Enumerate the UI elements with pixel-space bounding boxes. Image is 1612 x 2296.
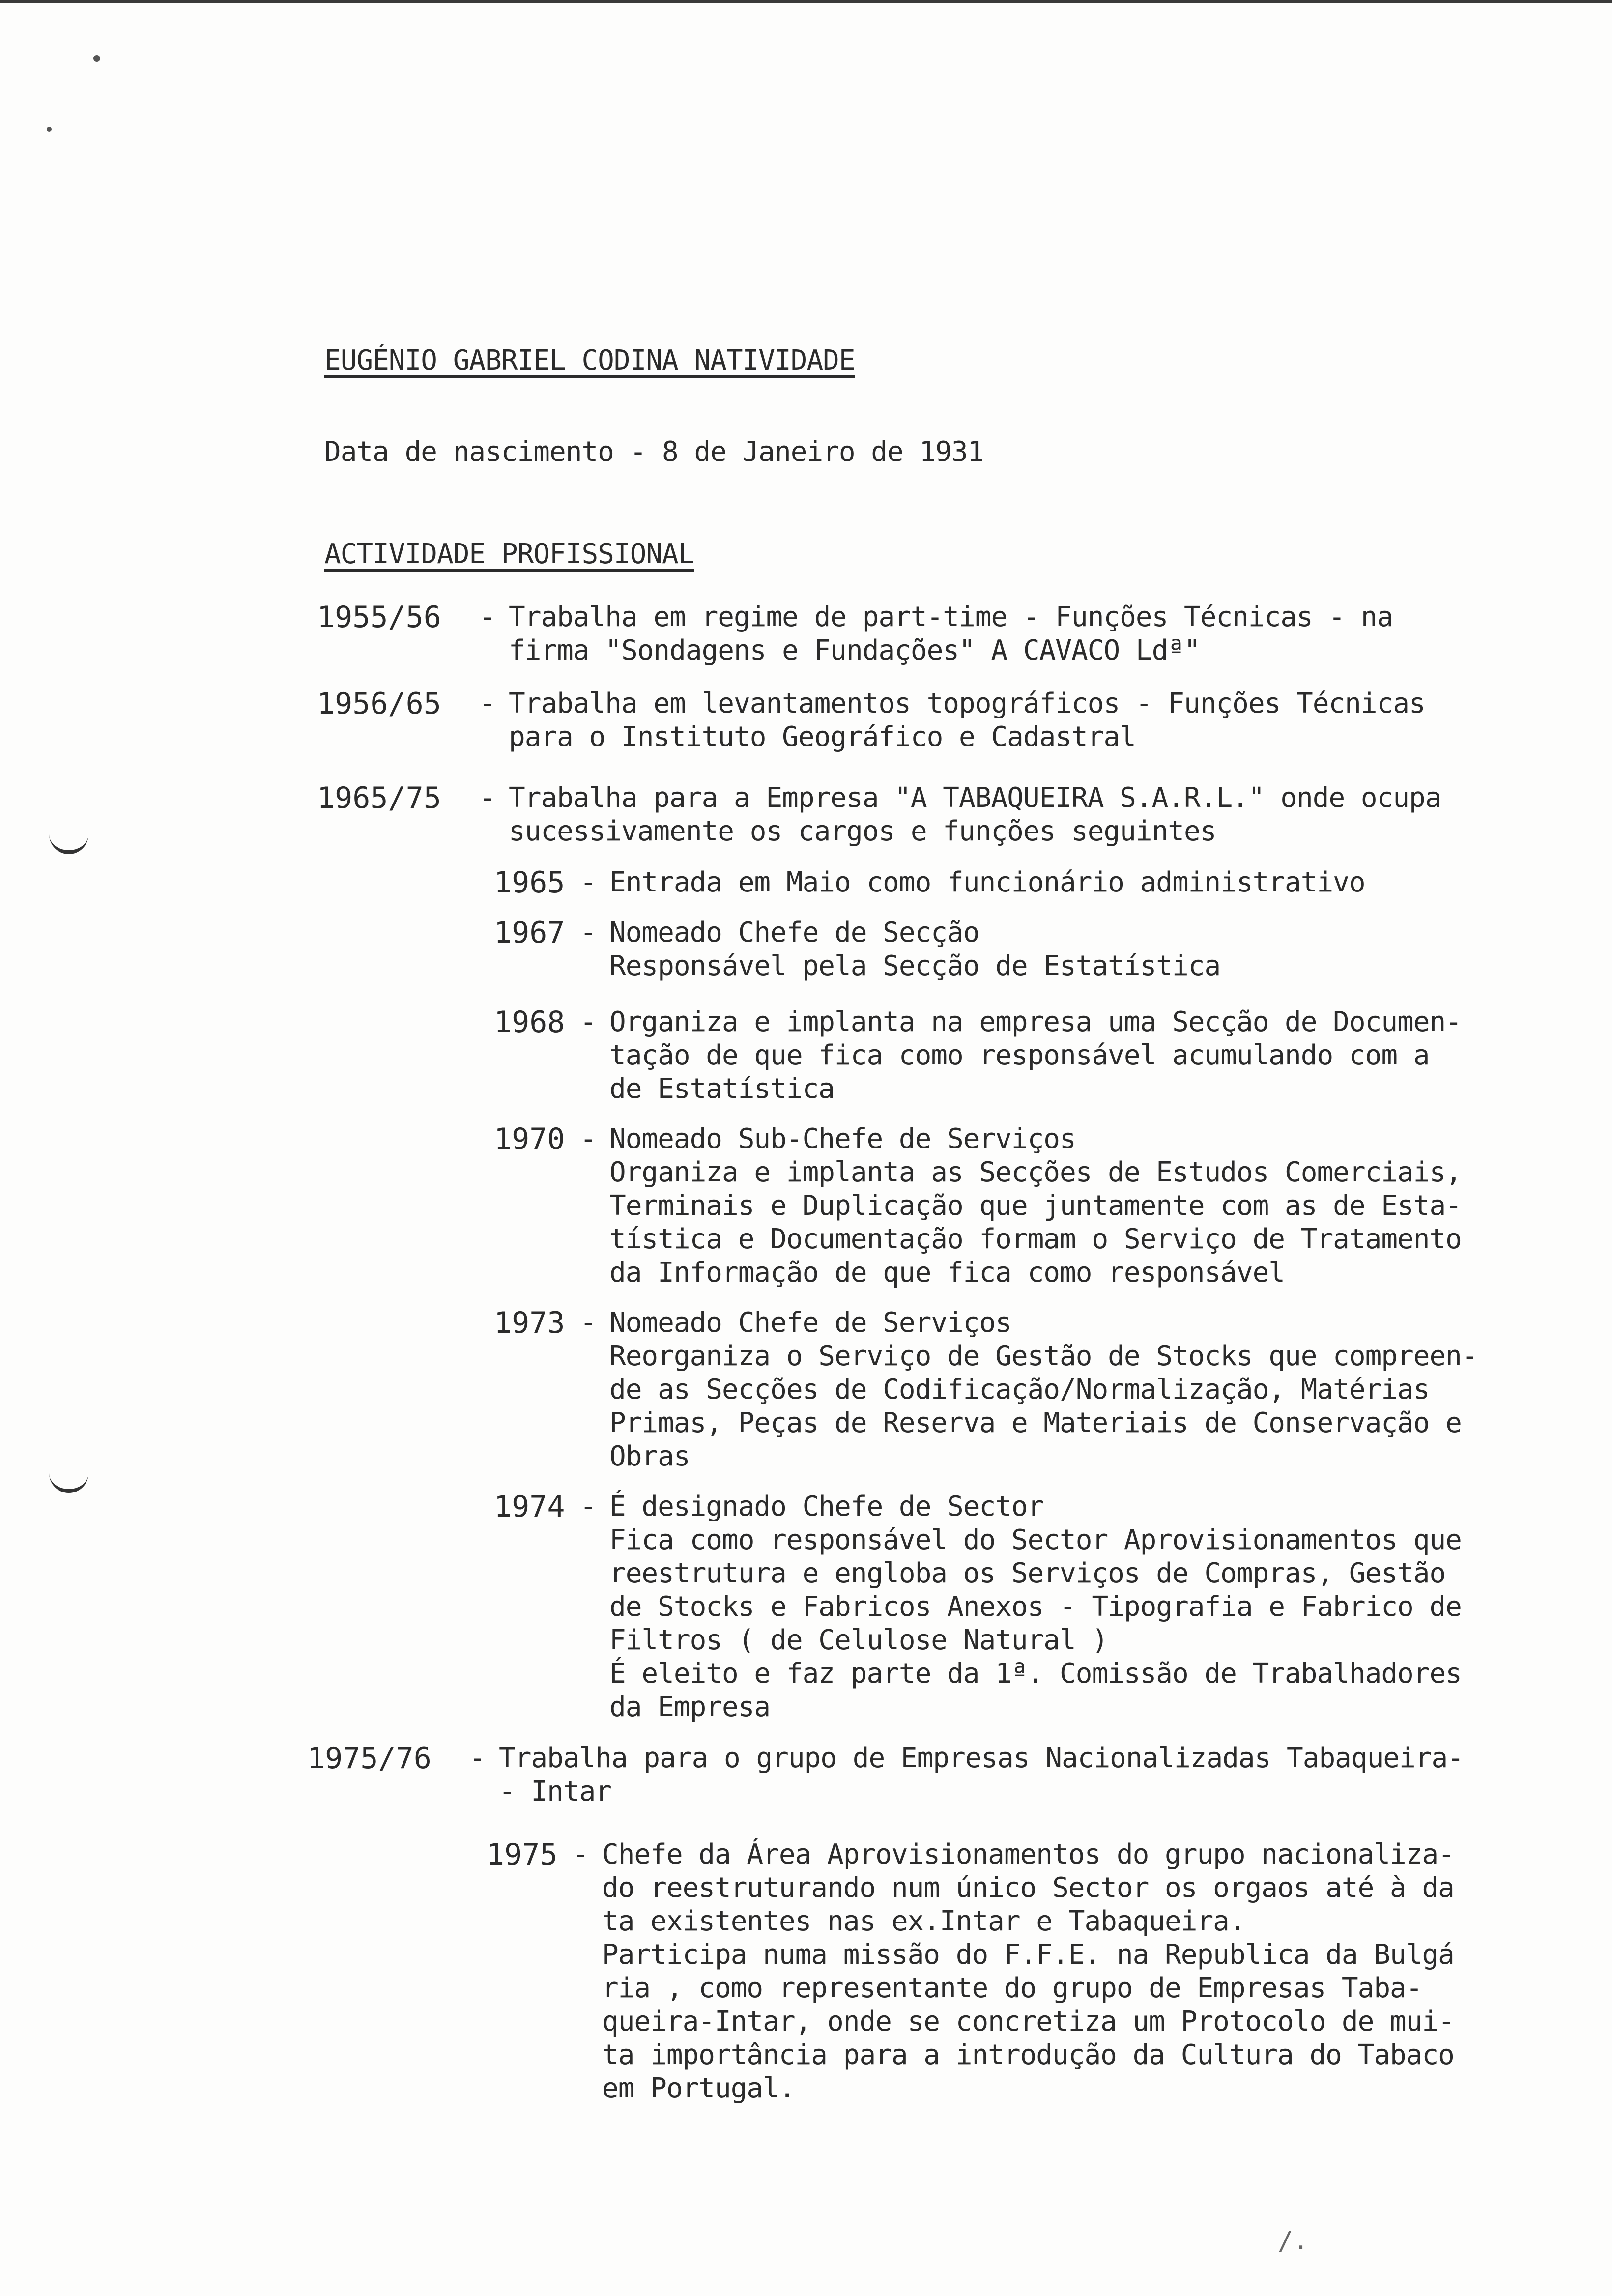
sub-entry-dash: -	[580, 1006, 597, 1038]
text-line: da Empresa	[609, 1691, 771, 1723]
text-line: Trabalha em levantamentos topográficos - Funções Técnicas	[509, 688, 1425, 719]
text-line: Reorganiza o Serviço de Gestão de Stocks que compreen-	[609, 1340, 1478, 1372]
period-description	[509, 601, 1533, 667]
text-line: reestrutura e engloba os Serviços de Compras, Gestão	[609, 1557, 1446, 1589]
continuation-mark: /.	[1278, 2226, 1309, 2256]
career-period	[317, 601, 1533, 667]
text-line: da Informação de que fica como responsável	[609, 1257, 1285, 1289]
sub-entry-year: 1974	[494, 1490, 565, 1524]
text-line: sucessivamente os cargos e funções seguintes	[509, 815, 1216, 847]
sub-entry-description	[609, 1005, 1462, 1106]
sub-entry-year: 1970	[494, 1122, 565, 1156]
career-period	[307, 1742, 1533, 1808]
period-years: 1975/76	[307, 1741, 432, 1776]
period-years: 1956/65	[317, 687, 441, 721]
sub-entry-dash: -	[580, 866, 597, 898]
text-line: ta existentes nas ex.Intar e Tabaqueira.	[602, 1905, 1245, 1937]
text-line: Terminais e Duplicação que juntamente com as de Esta-	[609, 1190, 1462, 1222]
sub-entry	[494, 916, 1533, 983]
text-line: tística e Documentação formam o Serviço de Tratamento	[609, 1223, 1462, 1255]
text-line: Organiza e implanta na empresa uma Secção de Documen-	[609, 1006, 1462, 1038]
sub-entry-description	[609, 1490, 1462, 1724]
resume-content	[307, 344, 1533, 2105]
text-line: É designado Chefe de Sector	[609, 1491, 1044, 1522]
text-line: Participa numa missão do F.F.E. na Republica da Bulgá	[602, 1939, 1454, 1971]
sub-entry-dash: -	[580, 1123, 597, 1155]
scan-speck	[47, 127, 52, 132]
sub-entry-description	[609, 1122, 1462, 1290]
sub-entry-description	[609, 866, 1365, 899]
birth-date: Data de nascimento - 8 de Janeiro de 1931	[324, 436, 984, 468]
text-line: Nomeado Sub-Chefe de Serviços	[609, 1123, 1076, 1155]
text-line: Trabalha para o grupo de Empresas Nacionalizadas Tabaqueira-	[499, 1742, 1464, 1774]
sub-entry	[494, 1005, 1533, 1106]
career-periods	[307, 600, 1533, 2105]
text-line: Primas, Peças de Reserva e Materiais de Conservação e	[609, 1407, 1462, 1439]
sub-entry-dash: -	[573, 1838, 589, 1870]
text-line: - Intar	[499, 1776, 612, 1808]
scan-speck	[93, 55, 100, 62]
sub-entry-year: 1967	[494, 916, 565, 950]
period-description	[499, 1742, 1533, 1808]
text-line: queira-Intar, onde se concretiza um Protocolo de mui-	[602, 2006, 1454, 2038]
text-line: do reestruturando num único Sector os orgaos até à da	[602, 1872, 1454, 1904]
sub-entry-dash: -	[580, 917, 597, 948]
text-line: Trabalha para a Empresa "A TABAQUEIRA S.A.R.L." onde ocupa	[509, 782, 1441, 814]
text-line: Trabalha em regime de part-time - Funções Técnicas - na	[509, 601, 1393, 633]
period-dash: -	[479, 782, 496, 814]
period-years: 1955/56	[317, 600, 441, 634]
period-dash: -	[479, 688, 496, 719]
period-description	[509, 687, 1533, 754]
sub-entry-year: 1968	[494, 1005, 565, 1039]
text-line: de Estatística	[609, 1073, 835, 1105]
punch-hole-mark	[49, 1469, 88, 1493]
text-line: ria , como representante do grupo de Empresas Taba-	[602, 1972, 1422, 2004]
sub-entry-year: 1975	[487, 1837, 558, 1872]
career-period	[317, 781, 1533, 848]
text-line: de Stocks e Fabricos Anexos - Tipografia e Fabrico de	[609, 1591, 1462, 1623]
text-line: ta importância para a introdução da Cultura do Tabaco	[602, 2039, 1454, 2071]
text-line: Obras	[609, 1440, 690, 1472]
sub-entry-year: 1973	[494, 1306, 565, 1340]
text-line: Chefe da Área Aprovisionamentos do grupo nacionaliza-	[602, 1838, 1454, 1870]
section-title: ACTIVIDADE PROFISSIONAL	[324, 538, 694, 570]
sub-entry	[494, 866, 1533, 899]
period-dash: -	[469, 1742, 486, 1774]
text-line: Nomeado Chefe de Serviços	[609, 1307, 1011, 1339]
career-period	[317, 687, 1533, 754]
sub-entry-year: 1965	[494, 865, 565, 900]
text-line: Responsável pela Secção de Estatística	[609, 950, 1221, 982]
text-line: de as Secções de Codificação/Normalização, Matérias	[609, 1374, 1430, 1406]
sub-entry	[487, 1838, 1533, 2105]
text-line: É eleito e faz parte da 1ª. Comissão de Trabalhadores	[609, 1658, 1462, 1690]
text-line: Organiza e implanta as Secções de Estudos Comerciais,	[609, 1156, 1462, 1188]
period-dash: -	[479, 601, 496, 633]
sub-entry-description	[609, 1306, 1478, 1473]
person-name: EUGÉNIO GABRIEL CODINA NATIVIDADE	[324, 344, 855, 376]
text-line: para o Instituto Geográfico e Cadastral	[509, 721, 1136, 753]
period-description	[509, 781, 1533, 848]
text-line: tação de que fica como responsável acumulando com a	[609, 1039, 1430, 1071]
period-years: 1965/75	[317, 781, 441, 815]
text-line: Filtros ( de Celulose Natural )	[609, 1624, 1108, 1656]
sub-entry	[494, 1490, 1533, 1724]
top-border-line	[0, 0, 1612, 3]
punch-hole-mark	[49, 831, 88, 854]
text-line: Entrada em Maio como funcionário administrativo	[609, 866, 1365, 898]
sub-entry	[494, 1122, 1533, 1290]
text-line: Nomeado Chefe de Secção	[609, 917, 979, 948]
sub-entry-description	[609, 916, 1220, 983]
sub-entry-dash: -	[580, 1491, 597, 1522]
sub-entry-dash: -	[580, 1307, 597, 1339]
text-line: firma "Sondagens e Fundações" A CAVACO Ldª"	[509, 634, 1200, 666]
text-line: em Portugal.	[602, 2072, 795, 2104]
sub-entry	[494, 1306, 1533, 1473]
sub-entry-description	[602, 1838, 1454, 2105]
text-line: Fica como responsável do Sector Aprovisionamentos que	[609, 1524, 1462, 1556]
